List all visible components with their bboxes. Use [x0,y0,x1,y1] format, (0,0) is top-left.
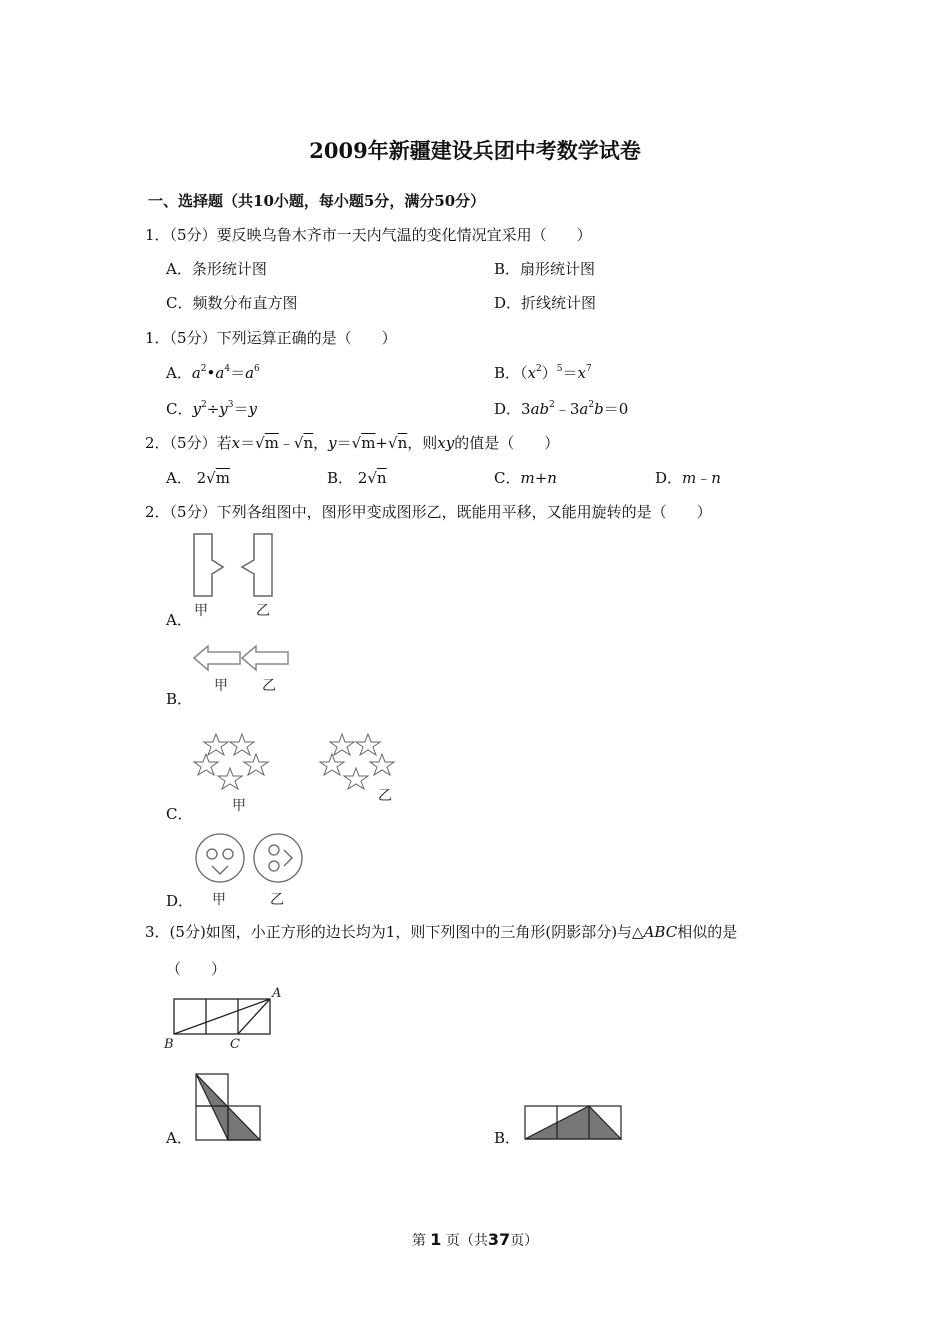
q2b-d-yi: 乙 [270,892,284,908]
q3-option-a-label: A． [166,1129,192,1147]
q2-option-b: B． 2√n [327,469,387,487]
q3-stem-end: 相似的是 [677,923,738,941]
q1b-option-b-label: B． [494,364,521,382]
footer-pre: 第 [411,1233,426,1249]
q1-option-c: C．频数分布直方图 [166,294,298,312]
q2b-a-jia: 甲 [194,603,208,619]
q2b-c-yi: 乙 [378,788,392,804]
footer-page-number: 1 [430,1230,442,1249]
q1b-option-b: B．$(x^2)^5=x^7$ [494,364,592,382]
question-1b-stem: 1．（5分）下列运算正确的是（ ） [145,329,397,347]
q3-figure-b [523,1104,623,1142]
q2b-b-yi: 乙 [262,678,276,694]
question-2-stem: 2．（5分）若x＝√m﹣√n，y＝√m+√n，则xy的值是（ ） [145,434,560,452]
sqrt-m-formula: √m﹣√n [255,434,314,452]
q2b-b-jia: 甲 [214,678,228,694]
question-2b-stem: 2．（5分）下列各组图中，图形甲变成图形乙，既能用平移，又能用旋转的是（ ） [145,503,712,521]
footer-mid: 页（共 [445,1233,488,1249]
q2-option-c: C．m+n [494,469,557,487]
q2b-figure-c [190,728,410,816]
q3-answer-parens: （ ） [166,960,227,978]
q2b-a-yi: 乙 [256,603,270,619]
q2-stem-post: 则 [422,434,438,452]
q2-option-d: D．m﹣n [655,469,721,487]
q3-reference-figure [160,985,290,1053]
q3-figure-a [194,1072,264,1142]
q1b-option-a: A．$a^2•a^4=a^6$ [166,364,260,382]
q2b-figure-b [190,640,290,696]
q1b-option-d-label: D． [494,400,522,418]
q1b-option-d: D．$3ab^2﹣3a^2b=0$ [494,400,629,418]
footer-total-pages: 37 [487,1230,511,1249]
q2-option-a-label: A． [166,469,192,487]
page-footer [0,1230,950,1250]
q2b-option-c-label: C． [166,805,193,823]
question-1-stem: 1．（5分）要反映乌鲁木齐市一天内气温的变化情况宜采用（ ） [145,226,592,244]
q2b-figure-d [190,832,310,910]
q2-option-d-label: D． [655,469,683,487]
q3-stem-text: 3．(5分)如图，小正方形的边长均为1，则下列图中的三角形(阴影部分)与△ [145,923,644,941]
footer-post: 页） [510,1233,539,1249]
q3-option-b-label: B． [494,1129,521,1147]
q1b-option-c: C．$y^2\div y^3=y$ [166,400,257,418]
q2b-c-jia: 甲 [232,798,246,814]
q2b-option-a-label: A． [166,611,192,629]
q2b-figure-a [190,530,280,622]
q3-label-c: C [230,1037,240,1052]
q3-label-a: A [272,986,282,1001]
q2-option-c-label: C． [494,469,521,487]
section-heading: 一、选择题（共10小题，每小题5分，满分50分） [148,192,486,210]
q1-option-b: B．扇形统计图 [494,260,596,278]
page-title: 2009年新疆建设兵团中考数学试卷 [309,138,641,163]
q2b-option-d-label: D． [166,892,194,910]
q2-stem-end: 的值是（ ） [454,434,560,452]
q1b-option-c-label: C． [166,400,193,418]
q3-stem-abc: ABC [643,923,678,941]
sqrt-mn-formula: √m+√n [351,434,408,452]
q1-option-d: D．折线统计图 [494,294,597,312]
q2-stem-pre: 2．（5分）若 [145,434,232,452]
q1-option-a: A．条形统计图 [166,260,267,278]
question-3-stem [145,921,737,942]
q2-option-b-label: B． [327,469,354,487]
q2-option-a: A． 2√m [166,469,230,487]
q2b-option-b-label: B． [166,690,193,708]
q3-label-b: B [164,1037,174,1052]
q1b-option-a-label: A． [166,364,192,382]
q2b-d-jia: 甲 [212,892,226,908]
